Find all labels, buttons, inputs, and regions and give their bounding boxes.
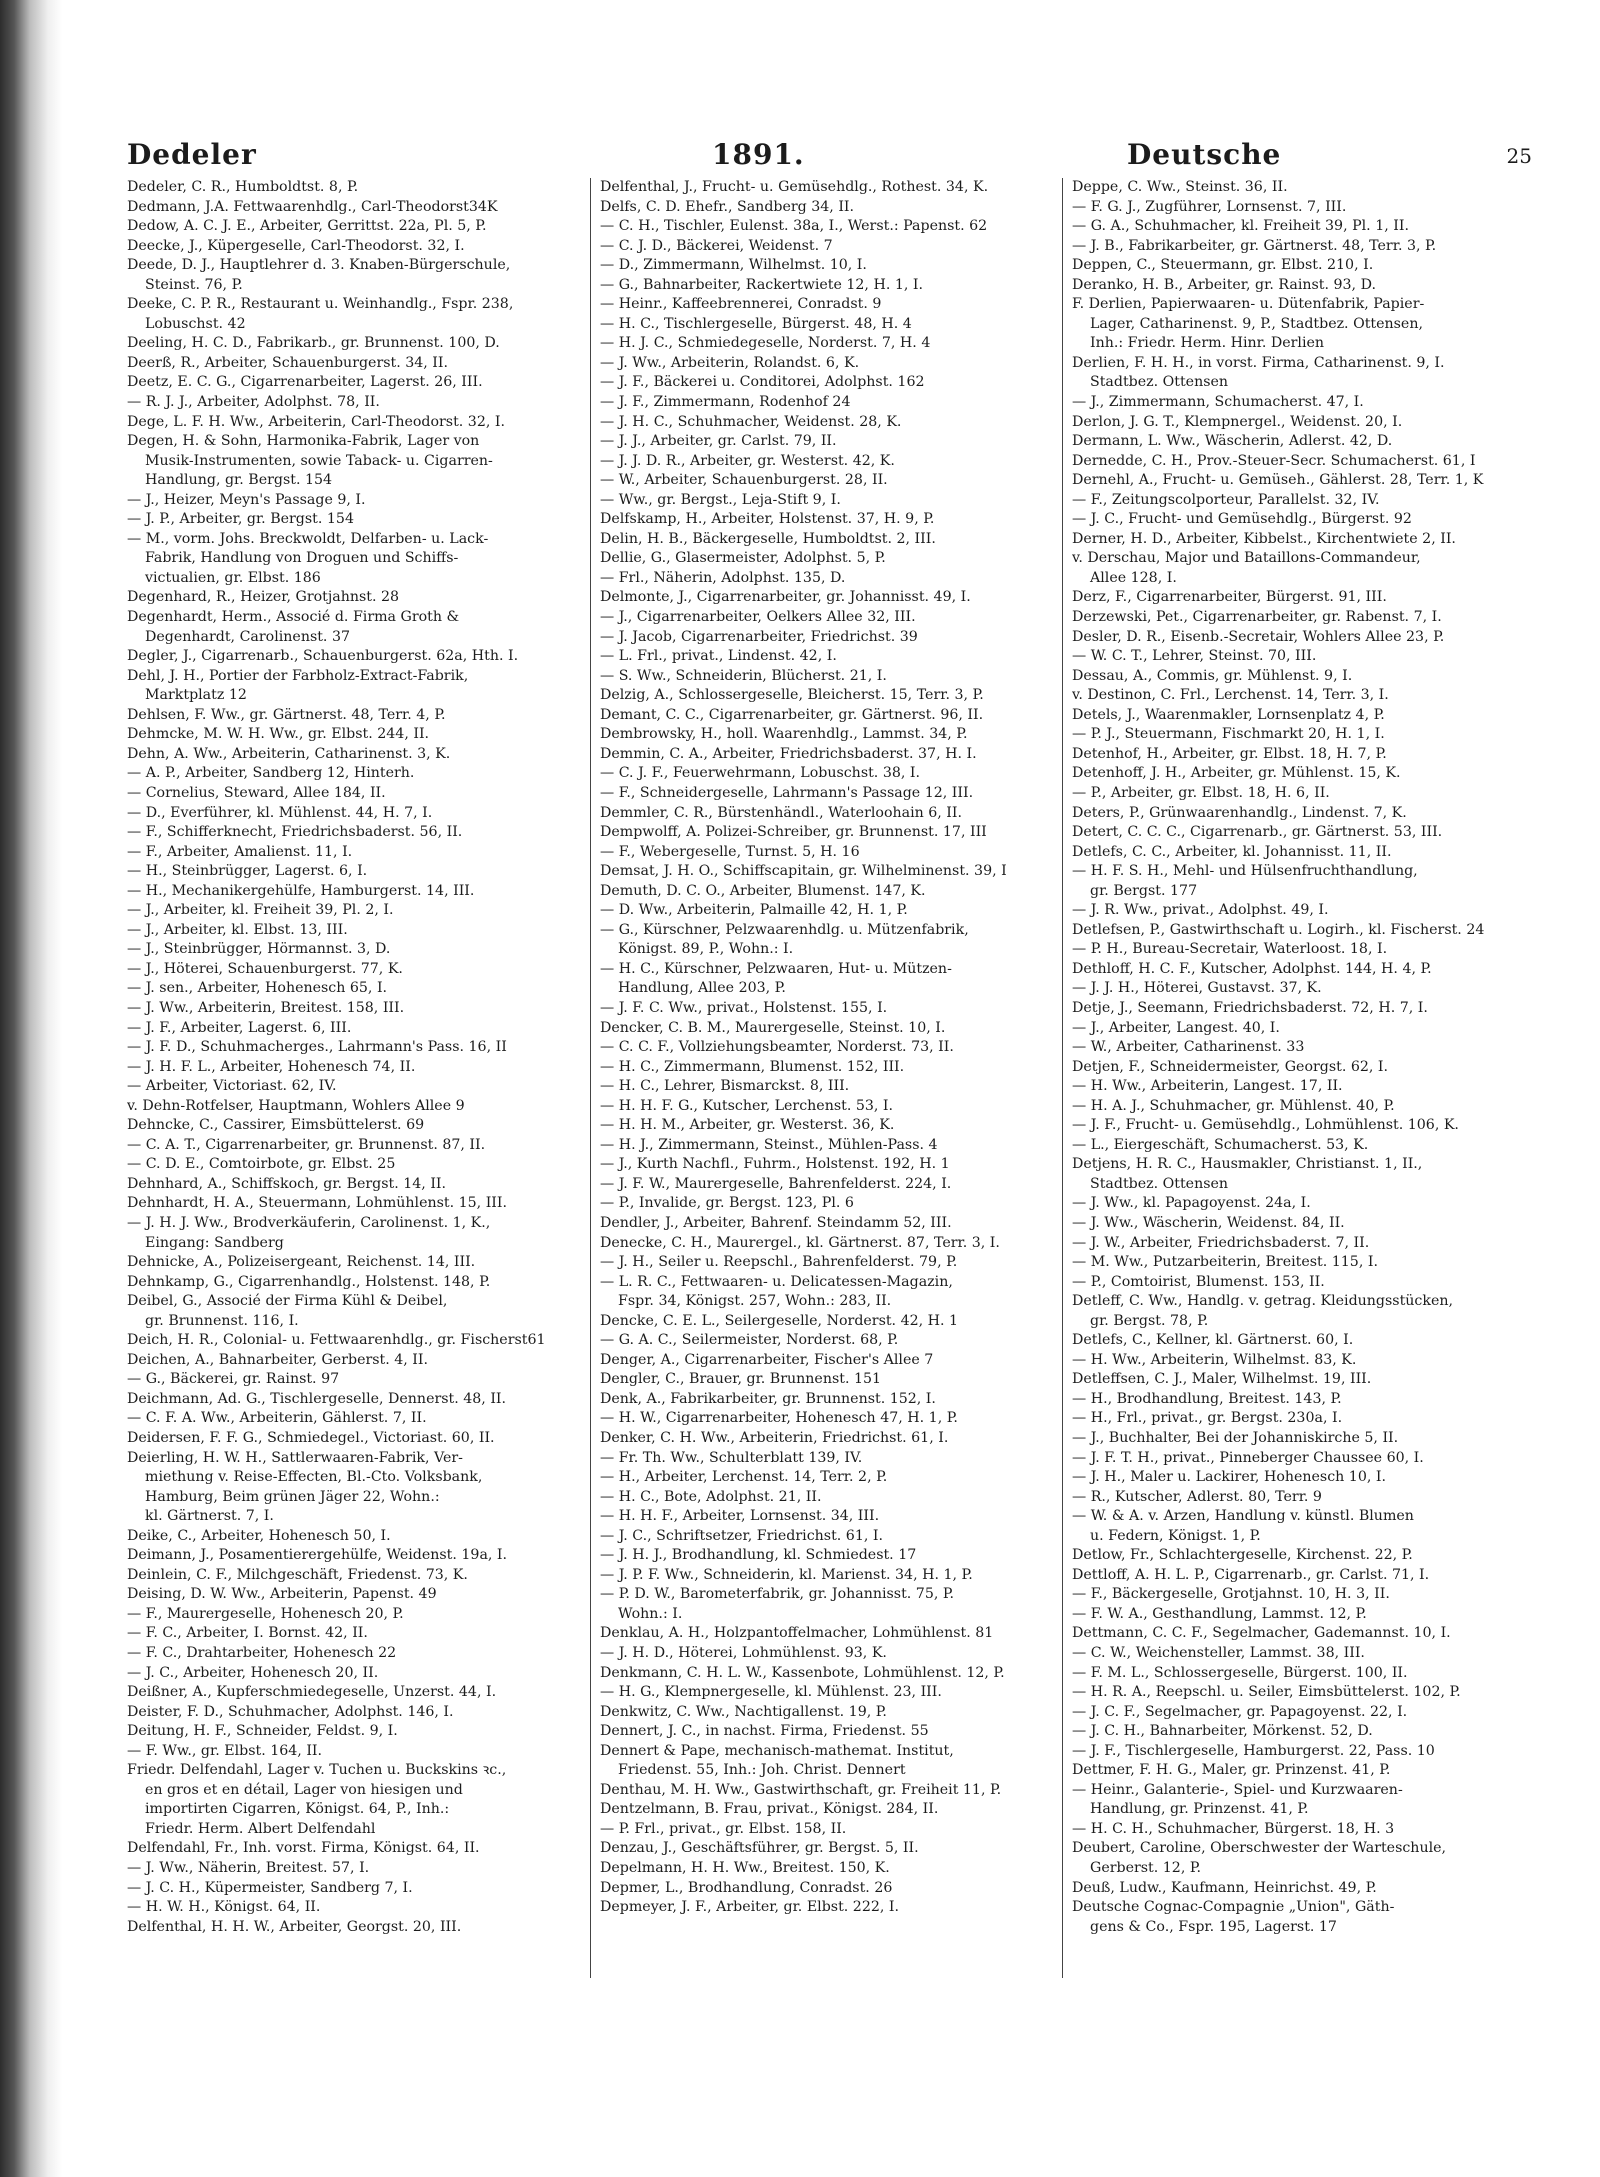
directory-entry: — P. Frl., privat., gr. Elbst. 158, II. xyxy=(600,1820,847,1837)
directory-entry: — J. H. J., Brodhandlung, kl. Schmiedest. 17 xyxy=(600,1547,917,1564)
directory-entry: Deierling, H. W. H., Sattlerwaaren-Fabrik, Ver- xyxy=(127,1449,463,1466)
entry-continuation-line: Lager, Catharinenst. 9, P., Stadtbez. Ottensen, xyxy=(1090,315,1423,332)
directory-entry: — J. C. F., Segelmacher, gr. Papagoyenst. 22, I. xyxy=(1072,1703,1408,1720)
entry-continuation-line: Fspr. 34, Königst. 257, Wohn.: 283, II. xyxy=(618,1293,892,1310)
directory-entry: — H. C., Bote, Adolphst. 21, II. xyxy=(600,1488,822,1505)
directory-entry: — Ww., gr. Bergst., Leja-Stift 9, I. xyxy=(600,491,841,508)
directory-entry: v. Derschau, Major und Bataillons-Commandeur, xyxy=(1072,550,1421,567)
directory-entry: — A. P., Arbeiter, Sandberg 12, Hinterh. xyxy=(127,765,415,782)
directory-entry: — F. W. A., Gesthandlung, Lammst. 12, P. xyxy=(1072,1605,1367,1622)
directory-entry: Delfs, C. D. Ehefr., Sandberg 34, II. xyxy=(600,198,855,215)
directory-entry: Demmler, C. R., Bürstenhändl., Waterloohain 6, II. xyxy=(600,804,963,821)
directory-entry: Dernehl, A., Frucht- u. Gemüseh., Gählerst. 28, Terr. 1, K xyxy=(1072,472,1484,489)
directory-entry: Denk, A., Fabrikarbeiter, gr. Brunnenst. 152, I. xyxy=(600,1390,936,1407)
directory-entry: — J. Ww., Wäscherin, Weidenst. 84, II. xyxy=(1072,1214,1345,1231)
directory-entry: — D., Zimmermann, Wilhelmst. 10, I. xyxy=(600,257,867,274)
directory-entry: Dehnicke, A., Polizeisergeant, Reichenst. 14, III. xyxy=(127,1254,476,1271)
directory-entry: — J. sen., Arbeiter, Hohenesch 65, I. xyxy=(127,980,388,997)
directory-entry: F. Derlien, Papierwaaren- u. Dütenfabrik, Papier- xyxy=(1072,296,1425,313)
directory-entry: Deibel, G., Associé der Firma Kühl & Deibel, xyxy=(127,1293,448,1310)
directory-entry: Dembrowsky, H., holl. Waarenhdlg., Lammst. 34, P. xyxy=(600,726,968,743)
directory-entry: — H. H. F. G., Kutscher, Lerchenst. 53, I. xyxy=(600,1097,894,1114)
directory-entry: Dehl, J. H., Portier der Farbholz-Extract-Fabrik, xyxy=(127,667,469,684)
directory-entry: — H. W. H., Königst. 64, II. xyxy=(127,1899,321,1916)
directory-entry: Dentzelmann, B. Frau, privat., Königst. 284, II. xyxy=(600,1801,939,1818)
directory-entry: Dehnhardt, H. A., Steuermann, Lohmühlenst. 15, III. xyxy=(127,1195,508,1212)
directory-entry: — P., Arbeiter, gr. Elbst. 18, H. 6, II. xyxy=(1072,784,1330,801)
directory-entry: Detjen, F., Schneidermeister, Georgst. 62, I. xyxy=(1072,1058,1389,1075)
running-head-year: 1891. xyxy=(712,138,805,171)
directory-entry: — F., Schneidergeselle, Lahrmann's Passage 12, III. xyxy=(600,784,974,801)
entry-continuation-line: Wohn.: I. xyxy=(618,1605,683,1622)
directory-entry: Dempwolff, A. Polizei-Schreiber, gr. Brunnenst. 17, III xyxy=(600,824,987,841)
directory-entry: Derzewski, Pet., Cigarrenarbeiter, gr. Rabenst. 7, I. xyxy=(1072,609,1442,626)
directory-entry: — J. B., Fabrikarbeiter, gr. Gärtnerst. 48, Terr. 3, P. xyxy=(1072,237,1437,254)
directory-entry: Dessau, A., Commis, gr. Mühlenst. 9, I. xyxy=(1072,667,1353,684)
directory-entry: — J. H. F. L., Arbeiter, Hohenesch 74, II. xyxy=(127,1058,416,1075)
column-divider xyxy=(590,178,591,1978)
directory-entry: Dencker, C. B. M., Maurergeselle, Steinst. 10, I. xyxy=(600,1019,946,1036)
directory-entry: Dedmann, J.A. Fettwaarenhdlg., Carl-Theodorst34K xyxy=(127,198,498,215)
directory-entry: Denklau, A. H., Holzpantoffelmacher, Lohmühlenst. 81 xyxy=(600,1625,994,1642)
directory-entry: Dennert, J. C., in nachst. Firma, Friedenst. 55 xyxy=(600,1723,929,1740)
directory-entry: — W., Arbeiter, Schauenburgerst. 28, II. xyxy=(600,472,888,489)
directory-entry: — H. Ww., Arbeiterin, Langest. 17, II. xyxy=(1072,1078,1343,1095)
directory-entry: — J. F. D., Schuhmacherges., Lahrmann's Pass. 16, II xyxy=(127,1039,507,1056)
directory-entry: — J. J. D. R., Arbeiter, gr. Westerst. 42, K. xyxy=(600,452,895,469)
directory-entry: — C. F. A. Ww., Arbeiterin, Gählerst. 7, II. xyxy=(127,1410,427,1427)
directory-entry: — F. C., Arbeiter, I. Bornst. 42, II. xyxy=(127,1625,368,1642)
directory-entry: — J., Kurth Nachfl., Fuhrm., Holstenst. 192, H. 1 xyxy=(600,1156,950,1173)
running-head-first-entry: Dedeler xyxy=(127,138,257,171)
directory-entry: Denzau, J., Geschäftsführer, gr. Bergst. 5, II. xyxy=(600,1840,919,1857)
entry-continuation-line: Friedenst. 55, Inh.: Joh. Christ. Dennert xyxy=(618,1762,906,1779)
directory-entry: Dettloff, A. H. L. P., Cigarrenarb., gr. Carlst. 71, I. xyxy=(1072,1566,1430,1583)
directory-entry: Degen, H. & Sohn, Harmonika-Fabrik, Lager von xyxy=(127,433,480,450)
directory-entry: Desler, D. R., Eisenb.-Secretair, Wohlers Allee 23, P. xyxy=(1072,628,1445,645)
directory-entry: — J., Arbeiter, Langest. 40, I. xyxy=(1072,1019,1280,1036)
directory-entry: Derlien, F. H. H., in vorst. Firma, Catharinenst. 9, I. xyxy=(1072,354,1445,371)
entry-continuation-line: Marktplatz 12 xyxy=(145,687,247,704)
directory-entry: — R. J. J., Arbeiter, Adolphst. 78, II. xyxy=(127,394,380,411)
directory-entry: — Heinr., Kaffeebrennerei, Conradst. 9 xyxy=(600,296,882,313)
directory-entry: — J. H. J. Ww., Brodverkäuferin, Carolinenst. 1, K., xyxy=(127,1214,491,1231)
entry-continuation-line: Handlung, gr. Bergst. 154 xyxy=(145,472,333,489)
directory-entry: Delzig, A., Schlossergeselle, Bleicherst. 15, Terr. 3, P. xyxy=(600,687,984,704)
entry-continuation-line: miethung v. Reise-Effecten, Bl.-Cto. Volksbank, xyxy=(145,1469,483,1486)
directory-entry: Detlefs, C., Kellner, kl. Gärtnerst. 60, I. xyxy=(1072,1332,1354,1349)
directory-entry: — C. A. T., Cigarrenarbeiter, gr. Brunnenst. 87, II. xyxy=(127,1136,486,1153)
directory-entry: — W., Arbeiter, Catharinenst. 33 xyxy=(1072,1039,1305,1056)
directory-entry: Delfendahl, Fr., Inh. vorst. Firma, Königst. 64, II. xyxy=(127,1840,480,1857)
entry-continuation-line: Gerberst. 12, P. xyxy=(1090,1860,1202,1877)
directory-entry: Dehnkamp, G., Cigarrenhandlg., Holstenst. 148, P. xyxy=(127,1273,491,1290)
directory-entry: Deißner, A., Kupferschmiedegeselle, Unzerst. 44, I. xyxy=(127,1684,497,1701)
directory-entry: Detlefs, C. C., Arbeiter, kl. Johannisst. 11, II. xyxy=(1072,843,1392,860)
directory-entry: — F. M. L., Schlossergeselle, Bürgerst. 100, II. xyxy=(1072,1664,1408,1681)
directory-entry: Dermann, L. Ww., Wäscherin, Adlerst. 42, D. xyxy=(1072,433,1393,450)
directory-entry: — H. C., Zimmermann, Blumenst. 152, III. xyxy=(600,1058,905,1075)
directory-entry: Depelmann, H. H. Ww., Breitest. 150, K. xyxy=(600,1860,890,1877)
entry-continuation-line: Eingang: Sandberg xyxy=(145,1234,284,1251)
directory-entry: — P. J., Steuermann, Fischmarkt 20, H. 1, I. xyxy=(1072,726,1385,743)
directory-entry: — G. A., Schuhmacher, kl. Freiheit 39, Pl. 1, II. xyxy=(1072,218,1409,235)
directory-entry: — P. H., Bureau-Secretair, Waterloost. 18, I. xyxy=(1072,941,1388,958)
directory-entry: — Heinr., Galanterie-, Spiel- und Kurzwaaren- xyxy=(1072,1781,1403,1798)
directory-entry: — G., Bäckerei, gr. Rainst. 97 xyxy=(127,1371,340,1388)
directory-entry: Deubert, Caroline, Oberschwester der Warteschule, xyxy=(1072,1840,1447,1857)
directory-entry: Delin, H. B., Bäckergeselle, Humboldtst. 2, III. xyxy=(600,530,936,547)
directory-entry: — W. C. T., Lehrer, Steinst. 70, III. xyxy=(1072,648,1317,665)
directory-entry: — J. F. T. H., privat., Pinneberger Chaussee 60, I. xyxy=(1072,1449,1424,1466)
directory-entry: Deichen, A., Bahnarbeiter, Gerberst. 4, II. xyxy=(127,1351,429,1368)
directory-entry: Dennert & Pape, mechanisch-mathemat. Institut, xyxy=(600,1742,954,1759)
directory-entry: — J. Ww., Arbeiterin, Rolandst. 6, K. xyxy=(600,354,860,371)
directory-entry: — J. R. Ww., privat., Adolphst. 49, I. xyxy=(1072,902,1329,919)
directory-entry: Demant, C. C., Cigarrenarbeiter, gr. Gärtnerst. 96, II. xyxy=(600,706,984,723)
directory-entry: — J. Ww., Arbeiterin, Breitest. 158, III. xyxy=(127,999,405,1016)
entries-column-1 xyxy=(127,178,572,1937)
directory-entry: Depmeyer, J. F., Arbeiter, gr. Elbst. 222, I. xyxy=(600,1899,900,1916)
directory-entry: Detert, C. C. C., Cigarrenarb., gr. Gärtnerst. 53, III. xyxy=(1072,824,1443,841)
directory-entry: — J. F., Tischlergeselle, Hamburgerst. 22, Pass. 10 xyxy=(1072,1742,1435,1759)
entry-continuation-line: Handlung, gr. Prinzenst. 41, P. xyxy=(1090,1801,1309,1818)
directory-entry: — C. J. F., Feuerwehrmann, Lobuschst. 38, I. xyxy=(600,765,921,782)
directory-entry: Deister, F. D., Schuhmacher, Adolphst. 146, I. xyxy=(127,1703,454,1720)
entry-continuation-line: Fabrik, Handlung von Droguen und Schiffs- xyxy=(145,550,459,567)
directory-entry: Detenhoff, J. H., Arbeiter, gr. Mühlenst. 15, K. xyxy=(1072,765,1401,782)
directory-entry: Derz, F., Cigarrenarbeiter, Bürgerst. 91, III. xyxy=(1072,589,1387,606)
directory-entry: Deede, D. J., Hauptlehrer d. 3. Knaben-Bürgerschule, xyxy=(127,257,511,274)
directory-entry: — J. H. C., Schuhmacher, Weidenst. 28, K. xyxy=(600,413,902,430)
directory-entry: — S. Ww., Schneiderin, Blücherst. 21, I. xyxy=(600,667,887,684)
directory-entry: — C. J. D., Bäckerei, Weidenst. 7 xyxy=(600,237,833,254)
directory-entry: — R., Kutscher, Adlerst. 80, Terr. 9 xyxy=(1072,1488,1322,1505)
directory-entry: Deeling, H. C. D., Fabrikarb., gr. Brunnenst. 100, D. xyxy=(127,335,500,352)
directory-entry: — G., Kürschner, Pelzwaarenhdlg. u. Mützenfabrik, xyxy=(600,921,969,938)
directory-entry: Dehnhard, A., Schiffskoch, gr. Bergst. 14, II. xyxy=(127,1175,447,1192)
directory-entry: — P. D. W., Barometerfabrik, gr. Johannisst. 75, P. xyxy=(600,1586,955,1603)
directory-entry: — C. H., Tischler, Eulenst. 38a, I., Werst.: Papenst. 62 xyxy=(600,218,988,235)
directory-entry: — H. H. F., Arbeiter, Lornsenst. 34, III. xyxy=(600,1508,880,1525)
directory-entry: Detleff, C. Ww., Handlg. v. getrag. Kleidungsstücken, xyxy=(1072,1293,1453,1310)
directory-entry: Deppen, C., Steuermann, gr. Elbst. 210, I. xyxy=(1072,257,1374,274)
directory-entry: Detlow, Fr., Schlachtergeselle, Kirchenst. 22, P. xyxy=(1072,1547,1413,1564)
entry-continuation-line: Friedr. Herm. Albert Delfendahl xyxy=(145,1820,376,1837)
book-binding-edge xyxy=(0,0,62,2177)
directory-entry: — G. A. C., Seilermeister, Norderst. 68, P. xyxy=(600,1332,899,1349)
directory-entry: — J. H., Seiler u. Reepschl., Bahrenfelderst. 79, P. xyxy=(600,1254,958,1271)
directory-entry: Delfenthal, H. H. W., Arbeiter, Georgst. 20, III. xyxy=(127,1918,462,1935)
entry-continuation-line: Degenhardt, Carolinenst. 37 xyxy=(145,628,351,645)
directory-entry: Dedeler, C. R., Humboldtst. 8, P. xyxy=(127,179,359,195)
directory-entry: — J. F., Frucht- u. Gemüsehdlg., Lohmühlenst. 106, K. xyxy=(1072,1117,1459,1134)
directory-entry: Deitung, H. F., Schneider, Feldst. 9, I. xyxy=(127,1723,398,1740)
directory-entry: — J. P. F. Ww., Schneiderin, kl. Marienst. 34, H. 1, P. xyxy=(600,1566,973,1583)
entry-continuation-line: Hamburg, Beim grünen Jäger 22, Wohn.: xyxy=(145,1488,440,1505)
directory-entry: — J. F. C. Ww., privat., Holstenst. 155, I. xyxy=(600,999,888,1016)
directory-page xyxy=(112,118,1542,1998)
entry-continuation-line: gens & Co., Fspr. 195, Lagerst. 17 xyxy=(1090,1918,1337,1935)
directory-entry: — F., Arbeiter, Amalienst. 11, I. xyxy=(127,843,353,860)
directory-entry: Derlon, J. G. T., Klempnergel., Weidenst. 20, I. xyxy=(1072,413,1403,430)
directory-entry: — L. Frl., privat., Lindenst. 42, I. xyxy=(600,648,837,665)
directory-entry: Dettmann, C. C. F., Segelmacher, Gademannst. 10, I. xyxy=(1072,1625,1451,1642)
page-number: 25 xyxy=(1506,144,1532,168)
directory-entry: — H., Frl., privat., gr. Bergst. 230a, I. xyxy=(1072,1410,1343,1427)
directory-entry: Dendler, J., Arbeiter, Bahrenf. Steindamm 52, III. xyxy=(600,1214,952,1231)
directory-entry: Depmer, L., Brodhandlung, Conradst. 26 xyxy=(600,1879,893,1896)
entry-continuation-line: gr. Bergst. 177 xyxy=(1090,882,1198,899)
directory-entry: — M. Ww., Putzarbeiterin, Breitest. 115, I. xyxy=(1072,1254,1378,1271)
entry-continuation-line: importirten Cigarren, Königst. 64, P., Inh.: xyxy=(145,1801,450,1818)
directory-entry: — Frl., Näherin, Adolphst. 135, D. xyxy=(600,569,846,586)
entry-continuation-line: kl. Gärtnerst. 7, I. xyxy=(145,1508,274,1525)
directory-entry: — J. H., Maler u. Lackirer, Hohenesch 10, I. xyxy=(1072,1469,1386,1486)
directory-entry: — J. J. H., Höterei, Gustavst. 37, K. xyxy=(1072,980,1322,997)
directory-entry: — F. G. J., Zugführer, Lornsenst. 7, III. xyxy=(1072,198,1347,215)
directory-entry: — J., Steinbrügger, Hörmannst. 3, D. xyxy=(127,941,391,958)
directory-entry: Degler, J., Cigarrenarb., Schauenburgerst. 62a, Hth. I. xyxy=(127,648,519,665)
directory-entry: — F., Schifferknecht, Friedrichsbaderst. 56, II. xyxy=(127,824,463,841)
directory-entry: — H. G., Klempnergeselle, kl. Mühlenst. 23, III. xyxy=(600,1684,942,1701)
directory-entry: Dehn, A. Ww., Arbeiterin, Catharinenst. 3, K. xyxy=(127,745,451,762)
directory-entry: Deetz, E. C. G., Cigarrenarbeiter, Lagerst. 26, III. xyxy=(127,374,483,391)
directory-entry: — F., Bäckergeselle, Grotjahnst. 10, H. 3, II. xyxy=(1072,1586,1390,1603)
directory-entry: — P., Invalide, gr. Bergst. 123, Pl. 6 xyxy=(600,1195,854,1212)
entries-column-2 xyxy=(600,178,1045,1918)
directory-entry: — J. J., Arbeiter, gr. Carlst. 79, II. xyxy=(600,433,837,450)
directory-entry: Deising, D. W. Ww., Arbeiterin, Papenst. 49 xyxy=(127,1586,437,1603)
directory-entry: Deeke, C. P. R., Restaurant u. Weinhandlg., Fspr. 238, xyxy=(127,296,514,313)
directory-entry: — J. C. H., Küpermeister, Sandberg 7, I. xyxy=(127,1879,413,1896)
directory-entry: Detjens, H. R. C., Hausmakler, Christianst. 1, II., xyxy=(1072,1156,1423,1173)
entry-continuation-line: victualien, gr. Elbst. 186 xyxy=(145,569,321,586)
directory-entry: — H., Mechanikergehülfe, Hamburgerst. 14, III. xyxy=(127,882,475,899)
directory-entry: — H. Ww., Arbeiterin, Wilhelmst. 83, K. xyxy=(1072,1351,1357,1368)
directory-entry: — J. F., Bäckerei u. Conditorei, Adolphst. 162 xyxy=(600,374,925,391)
directory-entry: — H. C., Lehrer, Bismarckst. 8, III. xyxy=(600,1078,850,1095)
entry-continuation-line: Stadtbez. Ottensen xyxy=(1090,1175,1229,1192)
directory-entry: Dedow, A. C. J. E., Arbeiter, Gerrittst. 22a, Pl. 5, P. xyxy=(127,218,487,235)
directory-entry: Degenhardt, Herm., Associé d. Firma Groth & xyxy=(127,609,460,626)
directory-entry: Delfskamp, H., Arbeiter, Holstenst. 37, H. 9, P. xyxy=(600,511,935,528)
directory-entry: — L. R. C., Fettwaaren- u. Delicatessen-Magazin, xyxy=(600,1273,953,1290)
directory-entry: — H. R. A., Reepschl. u. Seiler, Eimsbüttelerst. 102, P. xyxy=(1072,1684,1461,1701)
directory-entry: Dengler, C., Brauer, gr. Brunnenst. 151 xyxy=(600,1371,882,1388)
directory-entry: — D. Ww., Arbeiterin, Palmaille 42, H. 1, P. xyxy=(600,902,908,919)
directory-entry: Deppe, C. Ww., Steinst. 36, II. xyxy=(1072,179,1288,195)
directory-entry: Delmonte, J., Cigarrenarbeiter, gr. Johannisst. 49, I. xyxy=(600,589,971,606)
directory-entry: — H., Arbeiter, Lerchenst. 14, Terr. 2, P. xyxy=(600,1469,888,1486)
directory-entry: — J. F. W., Maurergeselle, Bahrenfelderst. 224, I. xyxy=(600,1175,952,1192)
entry-continuation-line: en gros et en détail, Lager von hiesigen und xyxy=(145,1781,463,1798)
entry-continuation-line: gr. Brunnenst. 116, I. xyxy=(145,1312,299,1329)
directory-entry: Demsat, J. H. O., Schiffscapitain, gr. Wilhelminenst. 39, I xyxy=(600,863,1007,880)
directory-entry: — J., Zimmermann, Schumacherst. 47, I. xyxy=(1072,394,1364,411)
directory-entry: Dellie, G., Glasermeister, Adolphst. 5, P. xyxy=(600,550,886,567)
directory-entry: — C. W., Weichensteller, Lammst. 38, III. xyxy=(1072,1645,1365,1662)
directory-entry: — J. P., Arbeiter, gr. Bergst. 154 xyxy=(127,511,354,528)
directory-entry: — J., Buchhalter, Bei der Johanniskirche 5, II. xyxy=(1072,1430,1399,1446)
directory-entry: v. Destinon, C. Frl., Lerchenst. 14, Terr. 3, I. xyxy=(1072,687,1389,704)
directory-entry: Denthau, M. H. Ww., Gastwirthschaft, gr. Freiheit 11, P. xyxy=(600,1781,1002,1798)
entry-continuation-line: Allee 128, I. xyxy=(1090,569,1177,586)
directory-entry: — M., vorm. Johs. Breckwoldt, Delfarben- u. Lack- xyxy=(127,530,489,547)
directory-entry: — J., Cigarrenarbeiter, Oelkers Allee 32, III. xyxy=(600,609,916,626)
directory-entry: Denkmann, C. H. L. W., Kassenbote, Lohmühlenst. 12, P. xyxy=(600,1664,1005,1681)
directory-entry: — G., Bahnarbeiter, Rackertwiete 12, H. 1, I. xyxy=(600,276,924,293)
directory-entry: Demmin, C. A., Arbeiter, Friedrichsbaderst. 37, H. I. xyxy=(600,745,977,762)
running-head-last-entry: Deutsche xyxy=(1127,138,1282,171)
directory-entry: Deters, P., Grünwaarenhandlg., Lindenst. 7, K. xyxy=(1072,804,1407,821)
directory-entry: — H. J., Zimmermann, Steinst., Mühlen-Pass. 4 xyxy=(600,1136,938,1153)
directory-entry: — J. Jacob, Cigarrenarbeiter, Friedrichst. 39 xyxy=(600,628,918,645)
directory-entry: — J., Höterei, Schauenburgerst. 77, K. xyxy=(127,960,403,977)
directory-entry: Deidersen, F. F. G., Schmiedegel., Victoriast. 60, II. xyxy=(127,1430,495,1446)
directory-entry: Dernedde, C. H., Prov.-Steuer-Secr. Schumacherst. 61, I xyxy=(1072,452,1476,469)
directory-entry: Detleffsen, C. J., Maler, Wilhelmst. 19, III. xyxy=(1072,1371,1372,1388)
entry-continuation-line: Königst. 89, P., Wohn.: I. xyxy=(618,941,794,958)
directory-entry: Degenhard, R., Heizer, Grotjahnst. 28 xyxy=(127,589,400,606)
directory-entry: — F. C., Drahtarbeiter, Hohenesch 22 xyxy=(127,1645,397,1662)
directory-entry: Deerß, R., Arbeiter, Schauenburgerst. 34, II. xyxy=(127,354,449,371)
directory-entry: — H. A. J., Schuhmacher, gr. Mühlenst. 40, P. xyxy=(1072,1097,1395,1114)
directory-entry: — C. D. E., Comtoirbote, gr. Elbst. 25 xyxy=(127,1156,396,1173)
entry-continuation-line: gr. Bergst. 78, P. xyxy=(1090,1312,1209,1329)
directory-entry: Detels, J., Waarenmakler, Lornsenplatz 4, P. xyxy=(1072,706,1385,723)
directory-entry: Deutsche Cognac-Compagnie „Union", Gäth- xyxy=(1072,1899,1395,1916)
directory-entry: Dethloff, H. C. F., Kutscher, Adolphst. 144, H. 4, P. xyxy=(1072,960,1432,977)
directory-entry: Dehncke, C., Cassirer, Eimsbüttelerst. 69 xyxy=(127,1117,425,1134)
directory-entry: — J. F., Zimmermann, Rodenhof 24 xyxy=(600,394,851,411)
directory-entry: — L., Eiergeschäft, Schumacherst. 53, K. xyxy=(1072,1136,1369,1153)
directory-entry: — J. W., Arbeiter, Friedrichsbaderst. 7, II. xyxy=(1072,1234,1370,1251)
directory-entry: — H. C., Kürschner, Pelzwaaren, Hut- u. Mützen- xyxy=(600,960,952,977)
directory-entry: — J. C., Frucht- und Gemüsehdlg., Bürgerst. 92 xyxy=(1072,511,1412,528)
entry-continuation-line: Lobuschst. 42 xyxy=(145,315,246,332)
entry-continuation-line: u. Federn, Königst. 1, P. xyxy=(1090,1527,1261,1544)
column-divider xyxy=(1062,178,1063,1978)
directory-entry: Deich, H. R., Colonial- u. Fettwaarenhdlg., gr. Fischerst61 xyxy=(127,1332,546,1349)
directory-entry: — H. C. H., Schuhmacher, Bürgerst. 18, H. 3 xyxy=(1072,1820,1395,1837)
directory-entry: — H. H. M., Arbeiter, gr. Westerst. 36, K. xyxy=(600,1117,895,1134)
directory-entry: — H., Steinbrügger, Lagerst. 6, I. xyxy=(127,863,368,880)
directory-entry: — J. C., Arbeiter, Hohenesch 20, II. xyxy=(127,1664,379,1681)
directory-entry: — Fr. Th. Ww., Schulterblatt 139, IV. xyxy=(600,1449,863,1466)
directory-entry: Dege, L. F. H. Ww., Arbeiterin, Carl-Theodorst. 32, I. xyxy=(127,413,505,430)
directory-entry: — F. Ww., gr. Elbst. 164, II. xyxy=(127,1742,323,1759)
directory-entry: — J. Ww., Näherin, Breitest. 57, I. xyxy=(127,1860,370,1877)
directory-entry: Deranko, H. B., Arbeiter, gr. Rainst. 93, D. xyxy=(1072,276,1376,293)
entries-column-3 xyxy=(1072,178,1517,1937)
directory-entry: Derner, H. D., Arbeiter, Kibbelst., Kirchentwiete 2, II. xyxy=(1072,530,1456,547)
directory-entry: — J., Arbeiter, kl. Elbst. 13, III. xyxy=(127,921,348,938)
directory-entry: Denkwitz, C. Ww., Nachtigallenst. 19, P. xyxy=(600,1703,887,1720)
directory-entry: — H. J. C., Schmiedegeselle, Norderst. 7, H. 4 xyxy=(600,335,931,352)
directory-entry: v. Dehn-Rotfelser, Hauptmann, Wohlers Allee 9 xyxy=(127,1097,465,1114)
directory-entry: Deimann, J., Posamentierergehülfe, Weidenst. 19a, I. xyxy=(127,1547,508,1564)
directory-entry: — J. H. D., Höterei, Lohmühlenst. 93, K. xyxy=(600,1645,887,1662)
directory-entry: — J., Heizer, Meyn's Passage 9, I. xyxy=(127,491,366,508)
directory-entry: Detenhof, H., Arbeiter, gr. Elbst. 18, H. 7, P. xyxy=(1072,745,1387,762)
entry-continuation-line: Inh.: Friedr. Herm. Hinr. Derlien xyxy=(1090,335,1325,352)
entry-continuation-line: Musik-Instrumenten, sowie Taback- u. Cigarren- xyxy=(145,452,493,469)
directory-entry: — H. W., Cigarrenarbeiter, Hohenesch 47, H. 1, P. xyxy=(600,1410,958,1427)
directory-entry: — J. C. H., Bahnarbeiter, Mörkenst. 52, D. xyxy=(1072,1723,1373,1740)
directory-entry: Dehmcke, M. W. H. Ww., gr. Elbst. 244, II. xyxy=(127,726,430,743)
directory-entry: Denecke, C. H., Maurergel., kl. Gärtnerst. 87, Terr. 3, I. xyxy=(600,1234,1000,1251)
directory-entry: Friedr. Delfendahl, Lager v. Tuchen u. Buckskins ꝛc., xyxy=(127,1762,507,1779)
directory-entry: Denger, A., Cigarrenarbeiter, Fischer's Allee 7 xyxy=(600,1351,934,1368)
directory-entry: — W. & A. v. Arzen, Handlung v. künstl. Blumen xyxy=(1072,1508,1414,1525)
directory-entry: Detlefsen, P., Gastwirthschaft u. Logirh., kl. Fischerst. 24 xyxy=(1072,921,1485,938)
directory-entry: — P., Comtoirist, Blumenst. 153, II. xyxy=(1072,1273,1325,1290)
directory-entry: Denker, C. H. Ww., Arbeiterin, Friedrichst. 61, I. xyxy=(600,1430,949,1446)
directory-entry: — Cornelius, Steward, Allee 184, II. xyxy=(127,784,386,801)
directory-entry: Deike, C., Arbeiter, Hohenesch 50, I. xyxy=(127,1527,391,1544)
directory-entry: — F., Zeitungscolporteur, Parallelst. 32, IV. xyxy=(1072,491,1380,508)
directory-entry: — J. F., Arbeiter, Lagerst. 6, III. xyxy=(127,1019,352,1036)
directory-entry: — J., Arbeiter, kl. Freiheit 39, Pl. 2, I. xyxy=(127,902,394,919)
directory-entry: Dencke, C. E. L., Seilergeselle, Norderst. 42, H. 1 xyxy=(600,1312,959,1329)
directory-entry: Deuß, Ludw., Kaufmann, Heinrichst. 49, P. xyxy=(1072,1879,1377,1896)
entry-continuation-line: Handlung, Allee 203, P. xyxy=(618,980,786,997)
directory-entry: Dehlsen, F. Ww., gr. Gärtnerst. 48, Terr. 4, P. xyxy=(127,706,446,723)
directory-entry: Deinlein, C. F., Milchgeschäft, Friedenst. 73, K. xyxy=(127,1566,468,1583)
directory-entry: — D., Everführer, kl. Mühlenst. 44, H. 7, I. xyxy=(127,804,433,821)
directory-entry: — C. C. F., Vollziehungsbeamter, Norderst. 73, II. xyxy=(600,1039,954,1056)
directory-entry: Dettmer, F. H. G., Maler, gr. Prinzenst. 41, P. xyxy=(1072,1762,1391,1779)
directory-entry: — H. F. S. H., Mehl- und Hülsenfruchthandlung, xyxy=(1072,863,1418,880)
directory-entry: — H. C., Tischlergeselle, Bürgerst. 48, H. 4 xyxy=(600,315,912,332)
directory-entry: — F., Webergeselle, Turnst. 5, H. 16 xyxy=(600,843,860,860)
directory-entry: Deichmann, Ad. G., Tischlergeselle, Dennerst. 48, II. xyxy=(127,1390,507,1407)
directory-entry: Demuth, D. C. O., Arbeiter, Blumenst. 147, K. xyxy=(600,882,926,899)
entry-continuation-line: Steinst. 76, P. xyxy=(145,276,243,293)
directory-entry: Detje, J., Seemann, Friedrichsbaderst. 72, H. 7, I. xyxy=(1072,999,1428,1016)
directory-entry: Delfenthal, J., Frucht- u. Gemüsehdlg., Rothest. 34, K. xyxy=(600,179,989,195)
directory-entry: Deecke, J., Küpergeselle, Carl-Theodorst. 32, I. xyxy=(127,237,465,254)
directory-entry: — J. Ww., kl. Papagoyenst. 24a, I. xyxy=(1072,1195,1311,1212)
directory-entry: — F., Maurergeselle, Hohenesch 20, P. xyxy=(127,1605,404,1622)
directory-entry: — H., Brodhandlung, Breitest. 143, P. xyxy=(1072,1390,1342,1407)
directory-entry: — J. C., Schriftsetzer, Friedrichst. 61, I. xyxy=(600,1527,883,1544)
directory-entry: — Arbeiter, Victoriast. 62, IV. xyxy=(127,1078,337,1095)
entry-continuation-line: Stadtbez. Ottensen xyxy=(1090,374,1229,391)
